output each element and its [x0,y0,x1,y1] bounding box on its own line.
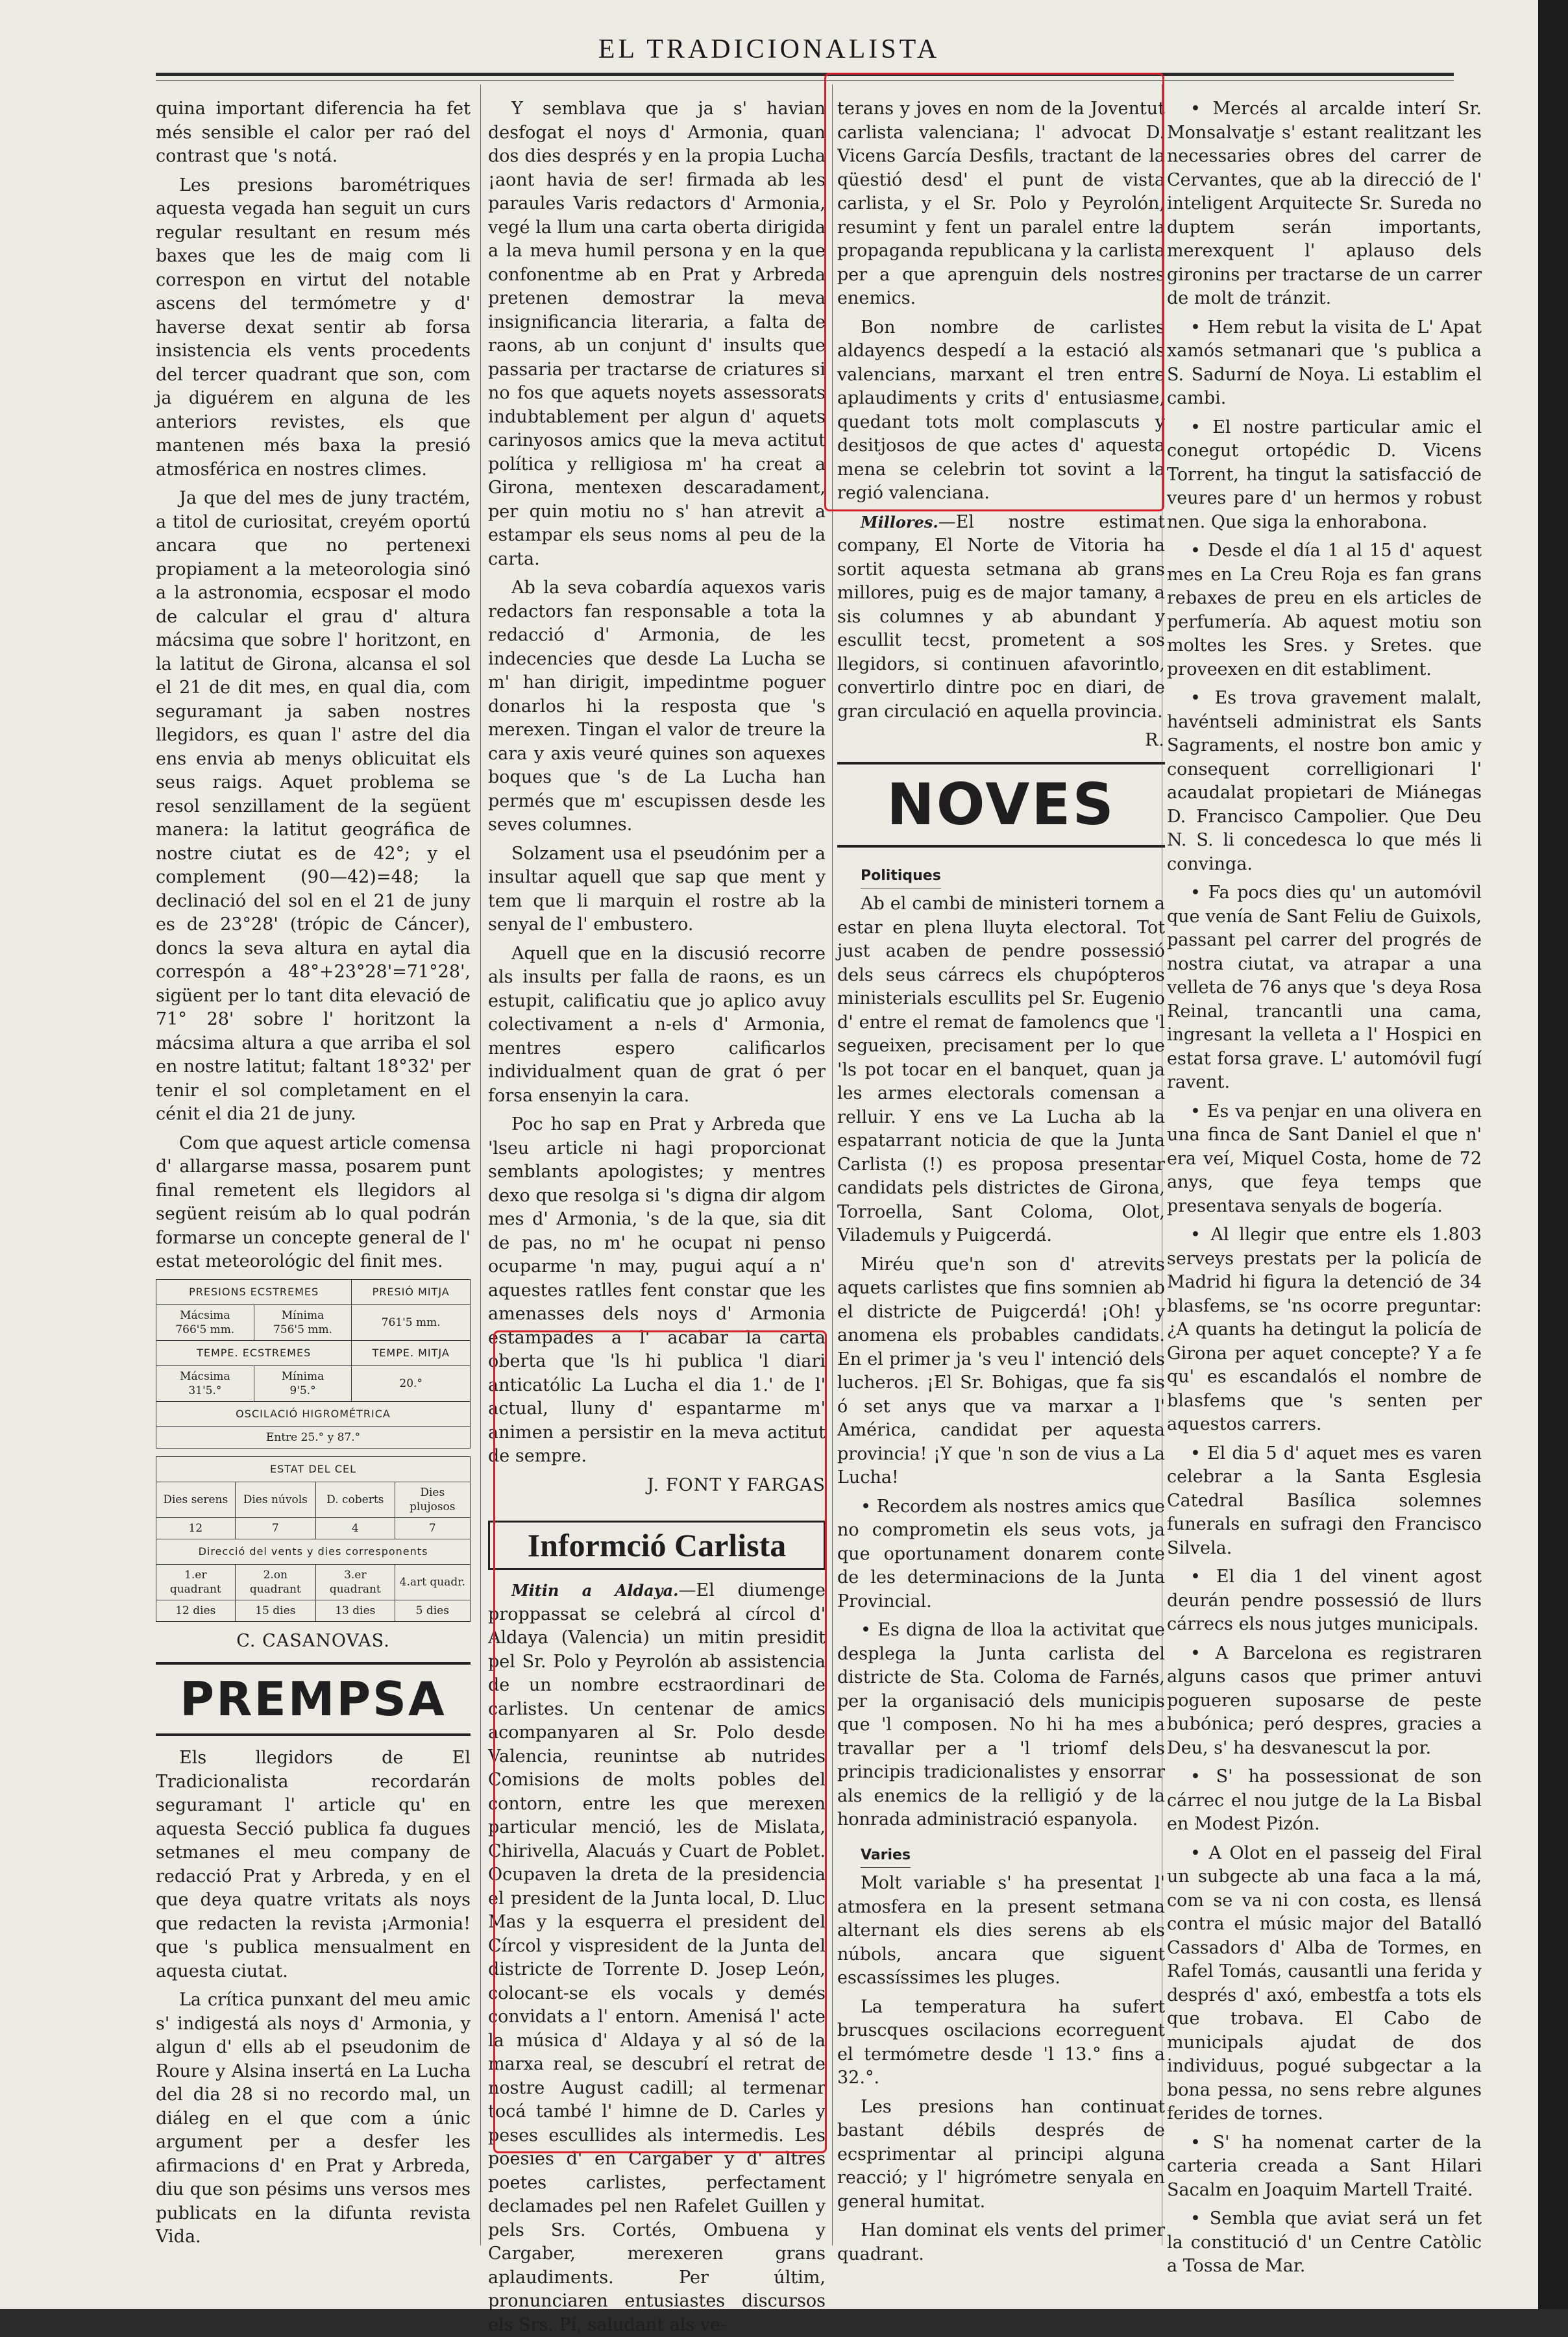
cell-value: 31'5.° [188,1384,222,1397]
sky-state-table [156,1456,471,1622]
section-title-prempsa: PREMPSA [156,1662,471,1736]
news-item: • S' ha nomenat carter de la carteria creada a Sant Hilari Sacalm en Joaquim Martell Traité. [1167,2132,1482,2200]
paragraph: • Es digna de lloa la activitat que desplega la Junta carlista del districte de Sta. Coloma de Farnés, per la organisació dels municipis que 'l composen. No hi ha mes a travallar per a 'l triomf dels principis tradicionalistes y ensorrar als enemics de la relligió y de la honrada administració espanyola. [837,1620,1165,1829]
paragraph: Aquell que en la discusió recorre als insults per falla de raons, es un estupit, calificatiu que jo aplico avuy colectivament a n-els d' Armonia, mentres espero calificarlos individualment quan de grat ó per forsa ensenyin la cara. [488,943,826,1106]
table-cell: D. coberts [316,1482,395,1517]
table-cell: Dies plujosos [395,1482,470,1517]
run-in-heading: Mitin a Aldaya. [511,1581,679,1600]
paragraph: terans y joves en nom de la Joventut carlista valenciana; l' advocat D. Vicens García Desfils, tractant de la qüestió desd' el punt de vista carlista, y el Sr. Polo y Peyrolón, resumint y fent un paralel entre la propaganda republicana y la carlista per a que aprenguin dels nostres enemics. [837,99,1165,308]
cell-value: 766'5 mm. [175,1323,235,1336]
news-item: • Es trova gravement malalt, havéntseli administrat els Sants Sagraments, el nostre bon amic y consequent correlligionari l' acaudalat propietari de Miánegas D. Francisco Campolier. Que Deu N. S. li concedesca lo que més li convinga. [1167,688,1482,874]
table-header: Direcció del vents y dies corresponents [156,1539,471,1564]
paragraph: Solzament usa el pseudónim per a insultar aquell que sap que ment y tem que li marquin el rostre ab la senyal de l' embustero. [488,843,826,935]
news-item: • El nostre particular amic el conegut ortopédic D. Vicens Torrent, ha tingut la satisfacció de veures pare d' un hermos y robust nen. Que siga la enhorabona. [1167,417,1482,532]
paragraph: Com que aquest article comensa d' allargarse massa, posarem punt final remetent els llegidors al següent reisúm ab lo qual podrán formarse un concepte general de l' estat meteorológic del finit mes. [156,1132,471,1271]
table-cell: 4.art quadr. [395,1564,470,1600]
news-item: • Sembla que aviat será un fet la constitució d' un Centre Catòlic a Tossa de Mar. [1167,2209,1482,2276]
section-title-noves: NOVES [837,762,1165,848]
table-header: TEMPE. MITJA [352,1340,471,1365]
paragraph: Han dominat els vents del primer quadrant. [837,2220,1165,2264]
news-item: • A Olot en el passeig del Firal un subgecte ab una faca a la má, com se va ni con costa, es llensá contra el músic major del Batalló Cassadors d' Alba de Tormes, en Rafel Tomás, causantli una ferida y després d' axó, embestfa a tots els que trobava. El Cabo de municipals ajudat de dos individuus, pogué subgectar a la bona pessa, no sens rebre algunes ferides de tornes. [1167,1842,1482,2123]
paragraph: Y semblava que ja s' havian desfogat el noys d' Armonia, quan dos dies després y en la propia Lucha ¡aont havia de ser! firmada ab les paraules Varis redactors d' Armonia, vegé la llum una carta oberta dirigida a la meva humil persona y en la que confonentme ab en Prat y Arbreda pretenen demostrar la meva insignificancia literaria, a falta de raons, ab un conjunt d' insults que passaria per tractarse de criatures si no fos que aquets noyets assessorats indubtablement per algun d' aquets carinyosos amics que la meva actitut política y relligiosa m' ha creat a Girona, mentexen descaradament, per quin motiu no s' han atrevit a estampar els seus noms al peu de la carta. [488,99,826,569]
table-cell: Dies núvols [235,1482,315,1517]
paragraph: Ja que del mes de juny tractém, a titol de curiositat, creyém oportú ancara que no pertenexi propiament a la meteorologia sinó a la astronomia, ecsposar el modo de calcular el grau d' altura mácsima que sobre l' horitzont, en la latitut de Girona, alcansa el sol el 21 de dit mes, en qual dia, com seguramant ja saben nostres llegidors, es quan l' astre del dia ens envia ab menys oblicuitat els seus raigs. Aquet problema se resol senzillament de la següent manera: la latitut geográfica de nostre ciutat es de 42°; y el complement (90—42)=48; la declinació del sol en el 21 de juny es de 23°28' (trópic de Cáncer), doncs la seva altura en aytal dia correspón a 48°+23°28'=71°28', sigüent per lo tant dita elevació de 71° 28' sobre l' horitzont la mácsima altura a que arriba el sol en nostre latitut; faltant 18°32' per tenir el sol completament en el cénit el dia 21 de juny. [156,488,471,1124]
news-item: • Al llegir que entre els 1.803 serveys prestats per la policía de Madrid hi figura la detenció de 34 blasfems, se 'ns ocorre preguntar: ¿A quants ha detingut la policía de Girona per aquet concepte? Y a fe qu' es escandalós el nombre de blasfems que 's senten per aquestos carrers. [1167,1225,1482,1434]
table-header: PRESIONS ECSTREMES [156,1279,352,1304]
paragraph: La crítica punxant del meu amic s' indigestá als noys d' Armonia, y algun d' ells ab el pseudonim de Roure y Alsina insertá en La Lucha del dia 28 si no recordo mal, un diáleg en el que com a únic argument per a desfer les afirmacions d' en Prat y Arbreda, diu que son pésims uns versos mes publicats en la difunta revista Vida. [156,1990,471,2247]
cell-label: Mácsima [180,1369,230,1383]
table-cell: 12 dies [156,1600,236,1621]
paragraph-text: —El nostre estimat company, El Norte de Vitoria ha sortit aquesta setmana ab grans millores, puig es de major tamany, a sis columnes y ab abundant y escullit tecst, prometent a sos llegidors, si continuen afavorintlo, convertirlo dintre poc en diari, de gran circulació en aquella provincia. [837,511,1165,722]
meteorological-table [156,1279,471,1449]
table-cell [254,1304,352,1340]
cell-value: 756'5 mm. [273,1323,332,1336]
signature: R. [1145,730,1165,750]
highlight-box [824,73,1164,511]
paragraph: Les presions barométriques aquesta vegada han seguit un curs regular resultant en resum més baxes que les de maig com li correspon en virtut del notable ascens del termómetre y d' haverse dexat sentir ab forsa insistencia els vents procedents del tercer quadrant que son, com ja diguérem en alguna de les anteriors revistes, els que mantenen més baxa la presió atmosférica en nostres climes. [156,175,471,480]
cell-label: Mínima [281,1369,325,1383]
cell-label: Mácsima [180,1308,230,1322]
subheading-politiques: Politiques [861,864,941,889]
news-item: • Es va penjar en una olivera en una finca de Sant Daniel el que n' era veí, Miquel Costa, home de 72 anys, que feya temps que presentava senyals de bogería. [1167,1101,1482,1216]
column-4 [1167,97,1482,2276]
table-cell: 1.er quadrant [156,1564,236,1600]
paragraph: Ab la seva cobardía aquexos varis redactors fan responsable a tota la redacció d' Armonia, de les indecencies que desde La Lucha se m' han dirigit, impedintme poguer donarlos hi la resposta que 's merexen. Tingan el valor de treure la cara y axis veuré quines son aquexes boques que 's de La Lucha han permés que m' escupissen desde les seves columnes. [488,578,826,835]
page-edge [1538,0,1568,2309]
table-cell: Dies serens [156,1482,236,1517]
news-item: • Fa pocs dies qu' un automóvil que venía de Sant Feliu de Guixols, passant pel carrer del progrés de nostra ciutat, va atrapar a una velleta de 76 anys que 's deya Rosa Reinal, trancantli una cama, ingresant la velleta a l' Hospici en estat forsa grave. L' automóvil fugí ravent. [1167,883,1482,1092]
paragraph-text: —El diumenge proppassat se celebrá al círcol d' Aldaya (Valencia) un mitin presidit pel Sr. Polo y Peyrolón ab assistencia de un nombre ecstraordinari de carlistes. Un centenar de amics acompanyaren al Sr. Polo desde Valencia, reunintse ab nutrides Comisions de molts pobles del contorn, entre les que merexen particular menció, les de Mislata, Chirivella, Alacuás y Cuart de Poblet. Ocupaven la dreta de la presidencia el president de la Junta local, D. Lluc Mas y la esquerra el president del Círcol y vispresident de la Junta del districte de Torrente D. Josep León, colocant-se els vocals y demés convidats a l' entorn. Amenisá l' acte la música d' Aldaya y al só de la marxa real, se descubrí el retrat de nostre August cadill; al termenar tocá també l' himne de D. Carles y peses escullides als intermedis. Les poesies d' en Cargaber y d' altres poetes carlistes, perfectament declamades pel nen Rafelet Guillen y pels Srs. Cortés, Ombuena y Cargaber, merexeren grans aplaudiments. Per últim, pronunciaren entusiastes discursos els Srs. Pí, saludant als ve- [488,1580,826,2335]
highlight-box [493,1330,827,2153]
news-item: • Desde el día 1 al 15 d' aquest mes en La Creu Roja es fan grans rebaxes de preu en els articles de perfumería. Ab aquest motiu son moltes les Sres. y Sretes. que proveexen en dit establiment. [1167,541,1482,679]
table-cell [156,1304,254,1340]
table-cell: 2.on quadrant [235,1564,315,1600]
news-item: • El dia 1 del vinent agost deurán pendre possessió de llurs cárrecs els nous jutges municipals. [1167,1567,1482,1634]
table-cell [254,1365,352,1401]
news-item: • El dia 5 d' aquet mes es varen celebrar a la Santa Esglesia Catedral Basílica solemnes funerals en sufragi den Francisco Silvela. [1167,1443,1482,1558]
section-title-informacio-carlista: Informció Carlista [488,1521,826,1570]
news-item: • S' ha possessionat de son cárrec el nou jutge de la La Bisbal en Modest Pizón. [1167,1767,1482,1834]
paragraph: Bon nombre de carlistes aldayencs despedí a la estació als valencians, marxant el tren entre aplaudiments y crits d' entusiasme, quedant tots molt complascuts y desitjosos de que actes d' aquesta mena se celebrin tot sovint a la regió valenciana. [837,317,1165,503]
table-cell: 7 [395,1517,470,1539]
table-cell: 20.° [352,1365,471,1401]
paragraph: Els llegidors de El Tradicionalista recordarán seguramant l' article qu' en aquesta Secció publica fa dugues setmanes el meu company de redacció Prat y Arbreda, y en el que deya quatre vritats als noys que redacten la revista ¡Armonia! que 's publica mensualment en aquesta ciutat. [156,1748,471,1981]
paragraph: La temperatura ha sufert bruscques oscilacions ecorreguent el termómetre desde 'l 13.° fins a 32.°. [837,1996,1165,2088]
table-cell: 5 dies [395,1600,470,1621]
cell-value: 9'5.° [289,1384,316,1397]
news-item: • Mercés al arcalde interí Sr. Monsalvatje s' estant realitzant les necessaries obres del carrer de Cervantes, que ab la direcció de l' inteligent Arquitecte Sr. Sureda no duptem serán importants, merexquent l' aplauso dels gironins per tractarse de un carrer de molt de tránzit. [1167,99,1482,308]
paragraph: Les presions han continuat bastant débils després de ecsprimentar al principi alguna reacció; y l' higrómetre senyala en general humitat. [837,2096,1165,2212]
subheading-varies: Varies [861,1844,911,1868]
paragraph: quina important diferencia ha fet més sensible el calor per raó del contrast que 's notá. [156,99,471,166]
column-1 [156,97,471,2247]
table-cell [156,1365,254,1401]
signature: J. FONT Y FARGAS [646,1474,826,1495]
table-cell: Entre 25.° y 87.° [156,1426,471,1448]
table-header: OSCILACIÓ HIGROMÉTRICA [156,1401,471,1426]
table-cell: 761'5 mm. [352,1304,471,1340]
paragraph: Molt variable s' ha presentat l' atmosfera en la present setmana alternant els dies serens ab els núbols, ancara que siguent escassíssimes les pluges. [837,1873,1165,1988]
paragraph: Poc ho sap en Prat y Arbreda que 'lseu article ni hagi proporcionat semblants apologistes; y mentres dexo que resolga si 's digna dir algom mes d' Armonia, 's de la que, sia dit de pas, no m' he ocupat ni penso ocuparme 'n may, pugui aquí a n' aquestes ratlles fent constar que les amenasses dels noys d' Armonia estampades a l' acabar la carta oberta que 'ls hi publica 'l diari anticatólic La Lucha el dia 1.' de l' actual, lluny d' espantarme m' animen a persistir en la meva actitut de sempre. [488,1114,826,1466]
table-header: PRESIÓ MITJA [352,1279,471,1304]
cell-label: Mínima [281,1308,325,1322]
masthead-rule [156,73,1454,76]
table-header: TEMPE. ECSTREMES [156,1340,352,1365]
news-item: • A Barcelona es registraren alguns casos que primer antuvi pogueren suposarse de peste bubónica; peró despres, gracies a Deu, s' ha desvanescut la por. [1167,1643,1482,1758]
signature: C. CASANOVAS. [236,1630,390,1651]
news-item: • Hem rebut la visita de L' Apat xamós setmanari que 's publica a S. Sadurní de Noya. Li establim el cambi. [1167,317,1482,408]
masthead-rule-thin [156,80,1454,81]
table-cell: 7 [235,1517,315,1539]
run-in-heading: Millores. [861,512,938,532]
table-cell: 4 [316,1517,395,1539]
paragraph: • Recordem als nostres amics que no comprometin els seus vots, ja que oportunament donarem conte de les determinacions de la Junta Provincial. [837,1496,1165,1611]
table-cell: 15 dies [235,1600,315,1621]
paragraph: Miréu que'n son d' atrevits aquets carlistes que fins somnien ab el districte de Puigcerdá! ¡Oh! y anomena els probables candidats. En el primer ja 's veu l' intenció dels lucheros. ¡El Sr. Bohigas, que fa sis ó set anys que va marxar a l' América, candidat per aquesta provincia! ¡Y que 'n son de vius a La Lucha! [837,1254,1165,1487]
table-header: ESTAT DEL CEL [156,1456,471,1482]
column-divider [480,84,481,2245]
masthead: EL TRADICIONALISTA [598,34,940,64]
table-cell: 13 dies [316,1600,395,1621]
paragraph: Ab el cambi de ministeri tornem a estar en plena lluyta electoral. Tot just acaben de pendre possessió dels seus cárrecs els chupópteros ministerials escullits pel Sr. Eugenio d' entre el remat de famolencs que 'l segueixen, precisament per lo que 'ls pot tocar en el banquet, quan ja les armes electorals comensan a relluir. Y ens ve La Lucha ab la espatarrant noticia de que la Junta Carlista (!) es proposa presentar candidats pels districtes de Girona, Torroella, Sant Coloma, Olot, Vilademuls y Puigcerdá. [837,894,1165,1245]
paragraph [837,511,1165,724]
table-cell: 12 [156,1517,236,1539]
table-cell: 3.er quadrant [316,1564,395,1600]
